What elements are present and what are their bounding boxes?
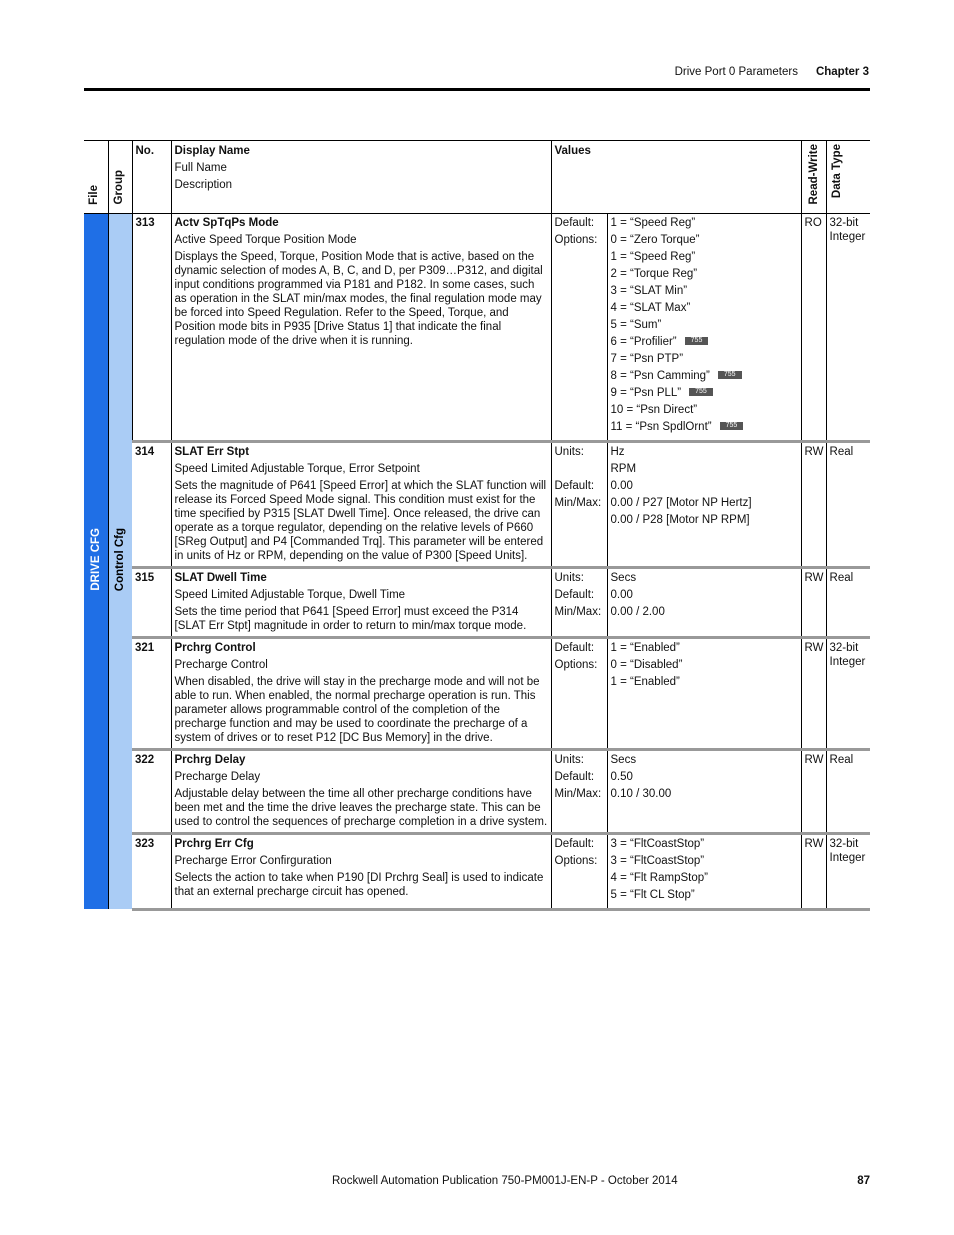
value-label: Units: (554, 445, 584, 458)
value-entry: 0.00 / 2.00 (610, 605, 665, 618)
version-755-badge: 755 (685, 337, 709, 345)
value-entry: 5 = “Flt CL Stop” (610, 888, 695, 901)
value-entry: 10 = “Psn Direct” (610, 403, 698, 416)
value-entry: 1 = “Speed Reg” (610, 250, 696, 263)
value-entry: 0.00 / P27 [Motor NP Hertz] (610, 496, 752, 509)
value-entry: 0 = “Zero Torque” (610, 233, 700, 246)
value-entry: RPM (610, 462, 637, 475)
param-number: 313 (132, 213, 171, 441)
values-cell (607, 637, 801, 749)
value-entry: 6 = “Profilier” 755 (611, 335, 798, 352)
param-number: 314 (132, 441, 171, 567)
value-label: Units: (554, 571, 584, 584)
read-write-cell: RW (801, 637, 826, 749)
value-label: Default: (554, 837, 595, 850)
value-entry: 1 = “Speed Reg” (610, 216, 696, 229)
value-entry: 1 = “Enabled” (610, 675, 680, 688)
col-no-header: No. (132, 141, 171, 214)
description: When disabled, the drive will stay in the precharge mode and will not be able to run. When enabled, the normal precharge operation is run. This parameter allows programmable control of the completion of the precharge function and may be used to coordinate the precharge of a system of drives or to reset P12 [DC Bus Memory] in the drive. (174, 675, 540, 744)
value-entry: 1 = “Enabled” (610, 641, 680, 654)
file-cell: DRIVE CFG (84, 213, 108, 909)
display-name: Prchrg Delay (174, 753, 246, 766)
read-write-cell: RW (801, 441, 826, 567)
param-name-cell (171, 213, 551, 441)
value-labels-cell (551, 749, 607, 833)
values-cell (607, 833, 801, 909)
data-type-cell: 32-bit Integer (826, 637, 870, 749)
col-group-header: Group (108, 141, 132, 214)
display-name: Prchrg Control (174, 641, 256, 654)
parameter-row (84, 749, 870, 833)
read-write-cell: RW (801, 567, 826, 637)
value-entry: 3 = “FltCoastStop” (610, 854, 705, 867)
display-name: SLAT Dwell Time (174, 571, 267, 584)
values-cell (607, 749, 801, 833)
col-name-header: Display Name Full Name Description (171, 141, 551, 214)
parameter-row (84, 637, 870, 749)
full-name: Precharge Delay (174, 770, 261, 783)
display-name: Prchrg Err Cfg (174, 837, 254, 850)
value-labels-cell (551, 637, 607, 749)
col-rw-header: Read-Write (801, 141, 826, 214)
value-entry: 2 = “Torque Reg” (610, 267, 698, 280)
description: Adjustable delay between the time all other precharge conditions have been met and the time the drive leaves the precharge state. This can be used to control the sequences of precharge completion in a drive system. (174, 787, 548, 828)
data-type-cell: 32-bit Integer (826, 213, 870, 441)
data-type-cell: Real (826, 749, 870, 833)
value-entry: 4 = “SLAT Max” (610, 301, 691, 314)
value-entry: 11 = “Psn SpdlOrnt” 755 (611, 420, 798, 437)
value-label: Default: (554, 641, 595, 654)
value-entry: 0.10 / 30.00 (610, 787, 672, 800)
value-entry: Secs (610, 753, 637, 766)
parameter-row (84, 833, 870, 909)
read-write-cell: RW (801, 833, 826, 909)
full-name: Speed Limited Adjustable Torque, Error Setpoint (174, 462, 420, 475)
param-name-cell (171, 749, 551, 833)
table-body (84, 213, 870, 909)
value-entry: 0.00 (610, 479, 633, 492)
value-label: Options: (554, 233, 598, 246)
value-entry: 8 = “Psn Camming” 755 (611, 369, 798, 386)
header-rule (84, 88, 870, 91)
param-number: 323 (132, 833, 171, 909)
table-header-row (84, 141, 870, 214)
value-label: Default: (554, 216, 595, 229)
data-type-cell: 32-bit Integer (826, 833, 870, 909)
full-name: Precharge Error Confirguration (174, 854, 332, 867)
chapter-label: Chapter 3 (815, 66, 869, 78)
value-entry: 0.50 (610, 770, 633, 783)
display-name: Actv SpTqPs Mode (174, 216, 279, 229)
value-entry: 9 = “Psn PLL” 755 (611, 386, 798, 403)
group-cell: Control Cfg (108, 213, 132, 909)
running-header (675, 66, 869, 78)
param-number: 322 (132, 749, 171, 833)
value-entry: Hz (610, 445, 625, 458)
read-write-cell: RW (801, 749, 826, 833)
value-label: Default: (554, 770, 595, 783)
value-labels-cell (551, 567, 607, 637)
col-file-header: File (84, 141, 108, 214)
value-label: Default: (554, 479, 595, 492)
values-cell (607, 441, 801, 567)
value-label: Options: (554, 854, 598, 867)
value-labels-cell (551, 213, 607, 441)
value-entry: 7 = “Psn PTP” (610, 352, 684, 365)
value-labels-cell (551, 833, 607, 909)
value-entry: 3 = “SLAT Min” (610, 284, 688, 297)
display-name: SLAT Err Stpt (174, 445, 250, 458)
value-label: Min/Max: (554, 605, 602, 618)
value-entry: 0.00 (610, 588, 633, 601)
description: Selects the action to take when P190 [DI Prchrg Seal] is used to indicate that an external precharge circuit has opened. (174, 871, 544, 898)
value-entry: 0.00 / P28 [Motor NP RPM] (610, 513, 750, 526)
value-entry: 3 = “FltCoastStop” (610, 837, 705, 850)
values-cell (607, 567, 801, 637)
param-name-cell (171, 567, 551, 637)
version-755-badge: 755 (720, 422, 744, 430)
section-title: Drive Port 0 Parameters (674, 66, 798, 78)
data-type-cell: Real (826, 441, 870, 567)
parameter-row (84, 213, 870, 441)
parameter-row (84, 567, 870, 637)
page-number: 87 (857, 1175, 870, 1187)
value-entry: 5 = “Sum” (610, 318, 662, 331)
value-entry: 4 = “Flt RampStop” (610, 871, 708, 884)
value-label: Units: (554, 753, 584, 766)
col-values-header: Values (551, 141, 801, 214)
param-name-cell (171, 637, 551, 749)
version-755-badge: 755 (689, 388, 713, 396)
description: Sets the time period that P641 [Speed Error] must exceed the P314 [SLAT Err Stpt] magnitude in order to return to min/max torque mode. (174, 605, 527, 632)
value-entry: Secs (610, 571, 637, 584)
value-entry: 0 = “Disabled” (610, 658, 683, 671)
parameter-table (84, 140, 870, 911)
full-name: Speed Limited Adjustable Torque, Dwell Time (174, 588, 406, 601)
description: Sets the magnitude of P641 [Speed Error] at which the SLAT function will release its Forced Speed Mode signal. This condition must exist for the time specified by P315 [SLAT Dwell Time]. Once released, the drive can operate as a torque regulator, depending on the relative levels of P660 [SReg Output] and P4 [Commanded Trq]. This parameter will be entered in units of Hz or RPM, depending on the value of P300 [Speed Units]. (174, 479, 547, 562)
value-label: Options: (554, 658, 598, 671)
param-name-cell (171, 441, 551, 567)
description: Displays the Speed, Torque, Position Mode that is active, based on the dynamic selection of modes A, B, C, and D, per P309…P312, and digital input conditions programmed via P181 and P182. In some cases, such as operation in the SLAT min/max modes, the final regulation mode may be forced into Speed Regulation. Refer to the Speed, Torque, and Position mode bits in P935 [Drive Status 1] that indicate the final regulation mode of the drive when it is running. (174, 250, 543, 347)
value-labels-cell (551, 441, 607, 567)
read-write-cell: RO (801, 213, 826, 441)
values-cell (607, 213, 801, 441)
param-number: 315 (132, 567, 171, 637)
value-label (555, 462, 604, 479)
col-dtype-header: Data Type (826, 141, 870, 214)
value-label: Default: (554, 588, 595, 601)
full-name: Active Speed Torque Position Mode (174, 233, 357, 246)
version-755-badge: 755 (718, 371, 742, 379)
param-name-cell (171, 833, 551, 909)
full-name: Precharge Control (174, 658, 268, 671)
parameter-row (84, 441, 870, 567)
value-label: Min/Max: (554, 496, 602, 509)
publication-info: Rockwell Automation Publication 750-PM001J-EN-P - October 2014 (332, 1175, 678, 1187)
value-label: Min/Max: (554, 787, 602, 800)
data-type-cell: Real (826, 567, 870, 637)
param-number: 321 (132, 637, 171, 749)
